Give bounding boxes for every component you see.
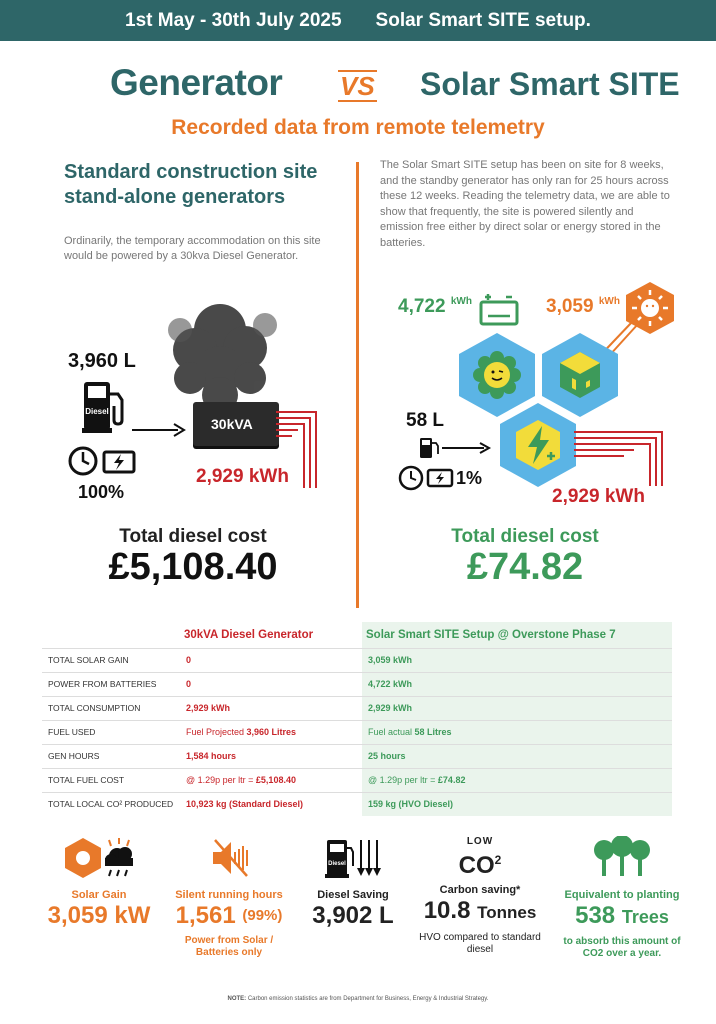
sun-cloud-icon [59,836,139,880]
diesel-saving-value: 3,902 L [312,902,394,929]
generator-box [193,402,279,446]
power-hexagon-icon [496,400,580,490]
right-output-kwh: 2,929 kWh [552,486,645,507]
top-banner [0,0,716,41]
banner-title: Solar Smart SITE setup. [375,9,591,31]
page-subtitle: Recorded data from remote telemetry [171,116,545,139]
row-solar: 159 kg (HVO Diesel) [362,792,672,816]
header-solar: Solar Smart SITE [420,66,680,102]
stat-trees [552,836,692,960]
stat-silent-hours [166,836,292,959]
table-row [42,744,672,768]
left-body: Ordinarily, the temporary accommodation on this site would be powered by a 30kva Diesel Generator. [64,235,321,262]
clock-generator-icon [68,444,138,478]
trees-unit: Trees [621,907,669,927]
left-heading: Standard construction site stand-alone generators [64,161,318,208]
left-diesel-litres: 3,960 L [68,350,136,372]
left-cost-value: £5,108.40 [108,546,278,588]
table-row [42,768,672,792]
row-generator-prefix: Fuel Projected [186,727,247,737]
carbon-value: 10.8 [423,897,471,924]
footnote [0,996,716,1002]
diesel-icon-text: Diesel [328,861,346,867]
diesel-saving-icon [323,836,383,880]
row-generator: 1,584 hours [180,744,362,768]
stat-diesel-saving [298,836,408,931]
low-co2-icon [414,836,546,880]
table-header-blank [42,622,180,648]
row-key: TOTAL LOCAL CO² PRODUCED [42,792,180,816]
table-header-row [42,622,672,648]
row-solar [362,768,672,792]
pump-label: Diesel [85,407,109,416]
row-generator-prefix: @ 1.29p per ltr = [186,775,256,785]
silent-label: Silent running hours [175,889,283,901]
solar-value: 3,059 [546,296,594,317]
carbon-label: Carbon saving* [439,884,521,896]
row-generator-value: 3,960 Litres [246,727,297,737]
row-solar-value: £74.82 [437,775,466,785]
silent-note: Power from Solar / Batteries only [184,935,274,958]
right-percent: 1% [456,468,483,488]
row-solar: 3,059 kWh [362,648,672,672]
trees-note: to absorb this amount of CO2 over a year. [563,936,681,959]
table-header-generator: 30kVA Diesel Generator [184,628,314,641]
left-cost-label: Total diesel cost [119,526,267,547]
footnote-text: Carbon emission statistics are from Department for Business, Energy & Industrial Strategy. [246,996,489,1002]
table-row [42,792,672,816]
solar-gain-value: 3,059 kW [47,902,151,929]
arrow-right-icon [440,440,492,456]
row-solar-prefix: Fuel actual [368,727,415,737]
row-generator: 0 [180,672,362,696]
arrow-icon [130,420,186,440]
small-fuel-pump-icon [418,436,440,460]
row-solar-prefix: @ 1.29p per ltr = [368,775,438,785]
row-key: TOTAL SOLAR GAIN [42,648,180,672]
diesel-saving-label: Diesel Saving [317,889,389,901]
solar-kwh [546,296,620,318]
left-output-kwh: 2,929 kWh [196,466,289,487]
table-row [42,720,672,744]
table-header-solar: Solar Smart SITE Setup @ Overstone Phase 7 [362,622,672,648]
silent-value: 1,561 [175,902,236,929]
left-percent: 100% [78,482,125,502]
table-row [42,696,672,720]
co2-sub: 2 [494,853,502,867]
right-cost-label: Total diesel cost [451,526,599,547]
row-solar [362,720,672,744]
right-diesel-litres: 58 L [406,410,445,431]
page-header [0,62,716,112]
stat-carbon-saving [414,836,546,956]
right-cost-value: £74.82 [466,546,584,588]
battery-icon [478,290,520,326]
table-row [42,648,672,672]
header-vs: VS [340,71,375,101]
trees-icon [590,836,654,880]
row-generator-value: £5,108.40 [255,775,296,785]
row-solar: 25 hours [362,744,672,768]
solar-gain-label: Solar Gain [71,889,127,901]
mute-speaker-icon [207,836,251,880]
row-solar: 4,722 kWh [362,672,672,696]
solar-unit: kWh [598,296,620,307]
row-key: TOTAL CONSUMPTION [42,696,180,720]
fuel-pump-icon [80,380,130,434]
header-generator: Generator [110,62,283,103]
row-key: TOTAL FUEL COST [42,768,180,792]
column-divider [356,162,359,608]
footnote-label: NOTE: [227,996,247,1002]
silent-percent: (99%) [242,907,283,924]
row-solar: 2,929 kWh [362,696,672,720]
co2-label: CO [458,852,495,879]
row-solar-value: 58 Litres [414,727,452,737]
carbon-unit: Tonnes [477,903,537,922]
carbon-note: HVO compared to standard diesel [419,932,541,955]
battery-kwh [398,296,472,318]
banner-dates: 1st May - 30th July 2025 [125,9,342,31]
small-clock-generator-icon [398,464,456,492]
battery-unit: kWh [450,296,472,307]
battery-value: 4,722 [398,296,446,317]
stat-solar-gain [36,836,162,931]
power-cables-right [574,430,666,488]
comparison-table [42,622,672,816]
trees-value: 538 [575,902,616,929]
row-key: GEN HOURS [42,744,180,768]
row-generator: 10,923 kg (Standard Diesel) [180,792,362,816]
table-row [42,672,672,696]
row-generator [180,720,362,744]
row-key: POWER FROM BATTERIES [42,672,180,696]
row-generator [180,768,362,792]
row-generator: 0 [180,648,362,672]
generator-label: 30kVA [211,416,253,432]
low-label: LOW [466,836,494,847]
right-body: The Solar Smart SITE setup has been on site for 8 weeks, and the standby generator has only ran for 25 hours across these 12 weeks. Reading the telemetry data, we are able to show that frequently, the site is powered silently and emission free either by direct solar or energy stored in the batteries. [380,159,670,249]
smoke-icon [150,300,290,415]
row-generator: 2,929 kWh [180,696,362,720]
trees-label: Equivalent to planting [564,889,680,901]
row-key: FUEL USED [42,720,180,744]
